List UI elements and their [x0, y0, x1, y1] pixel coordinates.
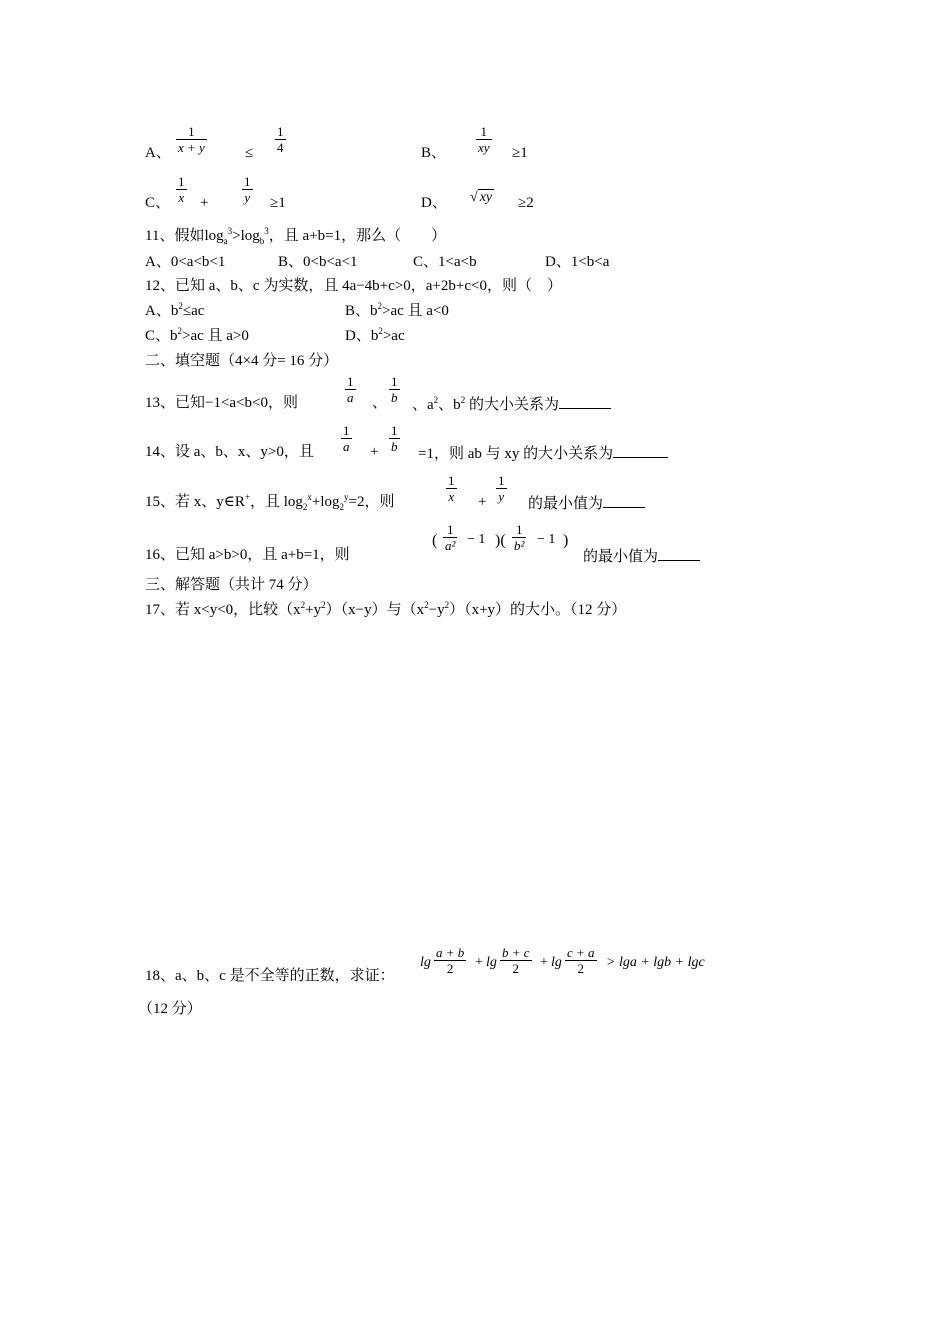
fraction-a: [443, 522, 457, 553]
sup: +: [244, 492, 250, 502]
sup: 2: [178, 301, 183, 311]
sub: 2: [302, 502, 308, 512]
q12-option-a: [145, 301, 204, 321]
q14-fraction-a: [341, 423, 352, 454]
text: ）（x−y）与（x: [325, 602, 425, 618]
sub: a: [223, 236, 228, 246]
sup: 3: [227, 226, 233, 236]
sup: 2: [424, 600, 429, 610]
sup: x: [307, 492, 312, 502]
q10-d-relation: ≥2: [518, 195, 534, 211]
text: B、b: [345, 303, 378, 319]
numerator: 1: [480, 124, 488, 139]
text: +y: [305, 602, 322, 618]
left-paren: (: [432, 532, 438, 549]
sup: 3: [264, 226, 269, 236]
q15-pre: [145, 492, 394, 512]
fraction-ca: [565, 945, 597, 976]
q10-b-fraction: [476, 124, 492, 155]
q13-post: [412, 393, 611, 415]
paren-pair: )(: [495, 532, 506, 549]
numerator: 1: [391, 374, 398, 389]
q11-option-a: A、0<a<b<1: [145, 254, 226, 270]
denominator: x: [446, 488, 457, 504]
text: >log: [232, 228, 260, 244]
q12-option-d: [345, 326, 405, 346]
numerator: 1: [448, 473, 455, 488]
q12-option-c: [145, 326, 249, 346]
text: 17、若 x<y<0，比较（x: [145, 602, 301, 618]
numerator: c + a: [567, 945, 595, 960]
denominator: 2: [500, 960, 532, 976]
lg: lg: [486, 955, 497, 970]
sup: 2: [433, 395, 439, 405]
answer-blank[interactable]: [613, 442, 668, 458]
plus: +: [540, 955, 548, 970]
q16-post: [583, 545, 700, 567]
numerator: 1: [347, 374, 354, 389]
denominator: x: [176, 189, 187, 205]
sup: 2: [321, 600, 326, 610]
denominator: xy: [478, 140, 490, 155]
q10-c-plus: +: [200, 195, 209, 211]
q10-c-fraction-y: [242, 174, 253, 205]
text: A、b: [145, 303, 179, 319]
numerator: 1: [498, 473, 505, 488]
q10-option-b-label: B、: [421, 145, 447, 161]
q10-c-fraction-x: [176, 174, 187, 205]
text: 11、假如log: [145, 228, 224, 244]
numerator: 1: [446, 522, 454, 537]
plus: +: [475, 955, 483, 970]
denominator: a²: [445, 538, 456, 553]
denominator: 2: [565, 960, 597, 976]
numerator: 1: [178, 174, 185, 189]
text: >ac 且 a<0: [382, 303, 449, 319]
text: =2，则: [348, 494, 395, 510]
fraction-bc: [500, 945, 532, 976]
q12-stem: 12、已知 a、b、c 为实数，且 4a−4b+c>0，a+2b+c<0，则（ ）: [145, 278, 562, 294]
denominator: 4: [277, 140, 284, 155]
minus-one: − 1: [537, 532, 556, 547]
text: ）（x+y）的大小。（12 分）: [449, 602, 627, 618]
fraction-ab: [434, 945, 466, 976]
denominator: b²: [514, 538, 525, 553]
sub: b: [259, 236, 265, 246]
rhs: > lga + lgb + lgc: [606, 955, 705, 970]
minus-one: − 1: [467, 532, 486, 547]
sup: 2: [460, 395, 466, 405]
lg: lg: [551, 955, 562, 970]
sup: 2: [177, 326, 183, 336]
text: ≤ac: [182, 303, 205, 319]
text: 的大小关系为: [465, 397, 559, 413]
q10-option-a-label: A、: [145, 145, 171, 161]
text: C、b: [145, 328, 178, 344]
fraction-b: [512, 522, 526, 553]
numerator: a + b: [436, 945, 465, 960]
q16-pre: 16、已知 a>b>0，且 a+b=1，则: [145, 547, 350, 563]
q14-pre: 14、设 a、b、x、y>0，且: [145, 444, 314, 460]
q15-plus: +: [478, 494, 487, 510]
q10-c-relation: ≥1: [270, 195, 286, 211]
denominator: b: [391, 390, 398, 405]
answer-blank[interactable]: [658, 545, 700, 561]
denominator: y: [496, 488, 507, 504]
denominator: 2: [434, 960, 466, 976]
q14-plus: +: [370, 444, 379, 460]
text: 、b: [438, 397, 461, 413]
q10-a-fraction: [176, 124, 207, 155]
q11-option-c: C、1<a<b: [413, 254, 477, 270]
text: ，且 a+b=1，那么（ ）: [268, 228, 447, 244]
denominator: b: [391, 439, 398, 454]
answer-blank[interactable]: [603, 492, 645, 508]
numerator: 1: [391, 423, 398, 438]
q10-d-sqrt: √ xy: [470, 190, 493, 205]
q13-fraction-a: [345, 374, 356, 405]
q11-option-b: B、0<b<a<1: [278, 254, 358, 270]
q12-option-b: [345, 301, 449, 321]
q17-stem: [145, 600, 626, 620]
text: +log: [311, 494, 340, 510]
text: D、b: [345, 328, 379, 344]
sup: 2: [377, 301, 383, 311]
q10-a-relation: ≤: [245, 145, 254, 161]
numerator: 1: [343, 423, 350, 438]
numerator: 1: [515, 522, 523, 537]
q10-option-d-label: D、: [421, 195, 447, 211]
right-paren: ): [563, 532, 569, 549]
sup: y: [344, 492, 349, 502]
section-3-title: 三、解答题（共计 74 分）: [145, 577, 318, 593]
denominator: y: [242, 189, 253, 205]
sup: 2: [300, 600, 306, 610]
sup: 2: [444, 600, 450, 610]
q10-a-rhs-fraction: [275, 124, 286, 155]
text: ，且 log: [249, 494, 303, 510]
q13-sep: 、: [372, 395, 388, 411]
q11-option-d: D、1<b<a: [545, 254, 610, 270]
numerator: 1: [244, 174, 251, 189]
denominator: a: [343, 439, 350, 454]
text: >ac: [382, 328, 405, 344]
radicand: xy: [479, 190, 493, 205]
q15-fraction-y: [496, 473, 507, 504]
q14-fraction-b: [389, 423, 400, 454]
numerator: 1: [188, 124, 195, 139]
text: 、a: [412, 397, 434, 413]
denominator: x + y: [178, 140, 205, 155]
sup: 2: [378, 326, 383, 336]
q18-stem: 18、a、b、c 是不全等的正数，求证：: [145, 968, 395, 984]
text: 15、若 x、y∈R: [145, 494, 245, 510]
q10-option-c-label: C、: [145, 195, 171, 211]
text: >ac 且 a>0: [182, 328, 249, 344]
q15-fraction-x: [446, 473, 457, 504]
text: 的最小值为: [583, 549, 659, 565]
q11-stem: [145, 226, 446, 246]
numerator: b + c: [502, 945, 530, 960]
q14-post: [418, 442, 668, 464]
lg: lg: [420, 955, 431, 970]
q18-points: （12 分）: [138, 1001, 202, 1017]
section-2-title: 二、填空题（4×4 分= 16 分）: [145, 353, 339, 369]
q13-pre: 13、已知−1<a<b<0，则: [145, 395, 298, 411]
text: −y: [428, 602, 445, 618]
text: =1，则 ab 与 xy 的大小关系为: [418, 446, 614, 462]
q10-b-relation: ≥1: [512, 145, 528, 161]
q15-post: [528, 492, 645, 514]
sub: 2: [339, 502, 344, 512]
q13-fraction-b: [389, 374, 400, 405]
answer-blank[interactable]: [559, 393, 611, 409]
denominator: a: [347, 390, 354, 405]
numerator: 1: [277, 124, 284, 139]
text: 的最小值为: [528, 496, 604, 512]
